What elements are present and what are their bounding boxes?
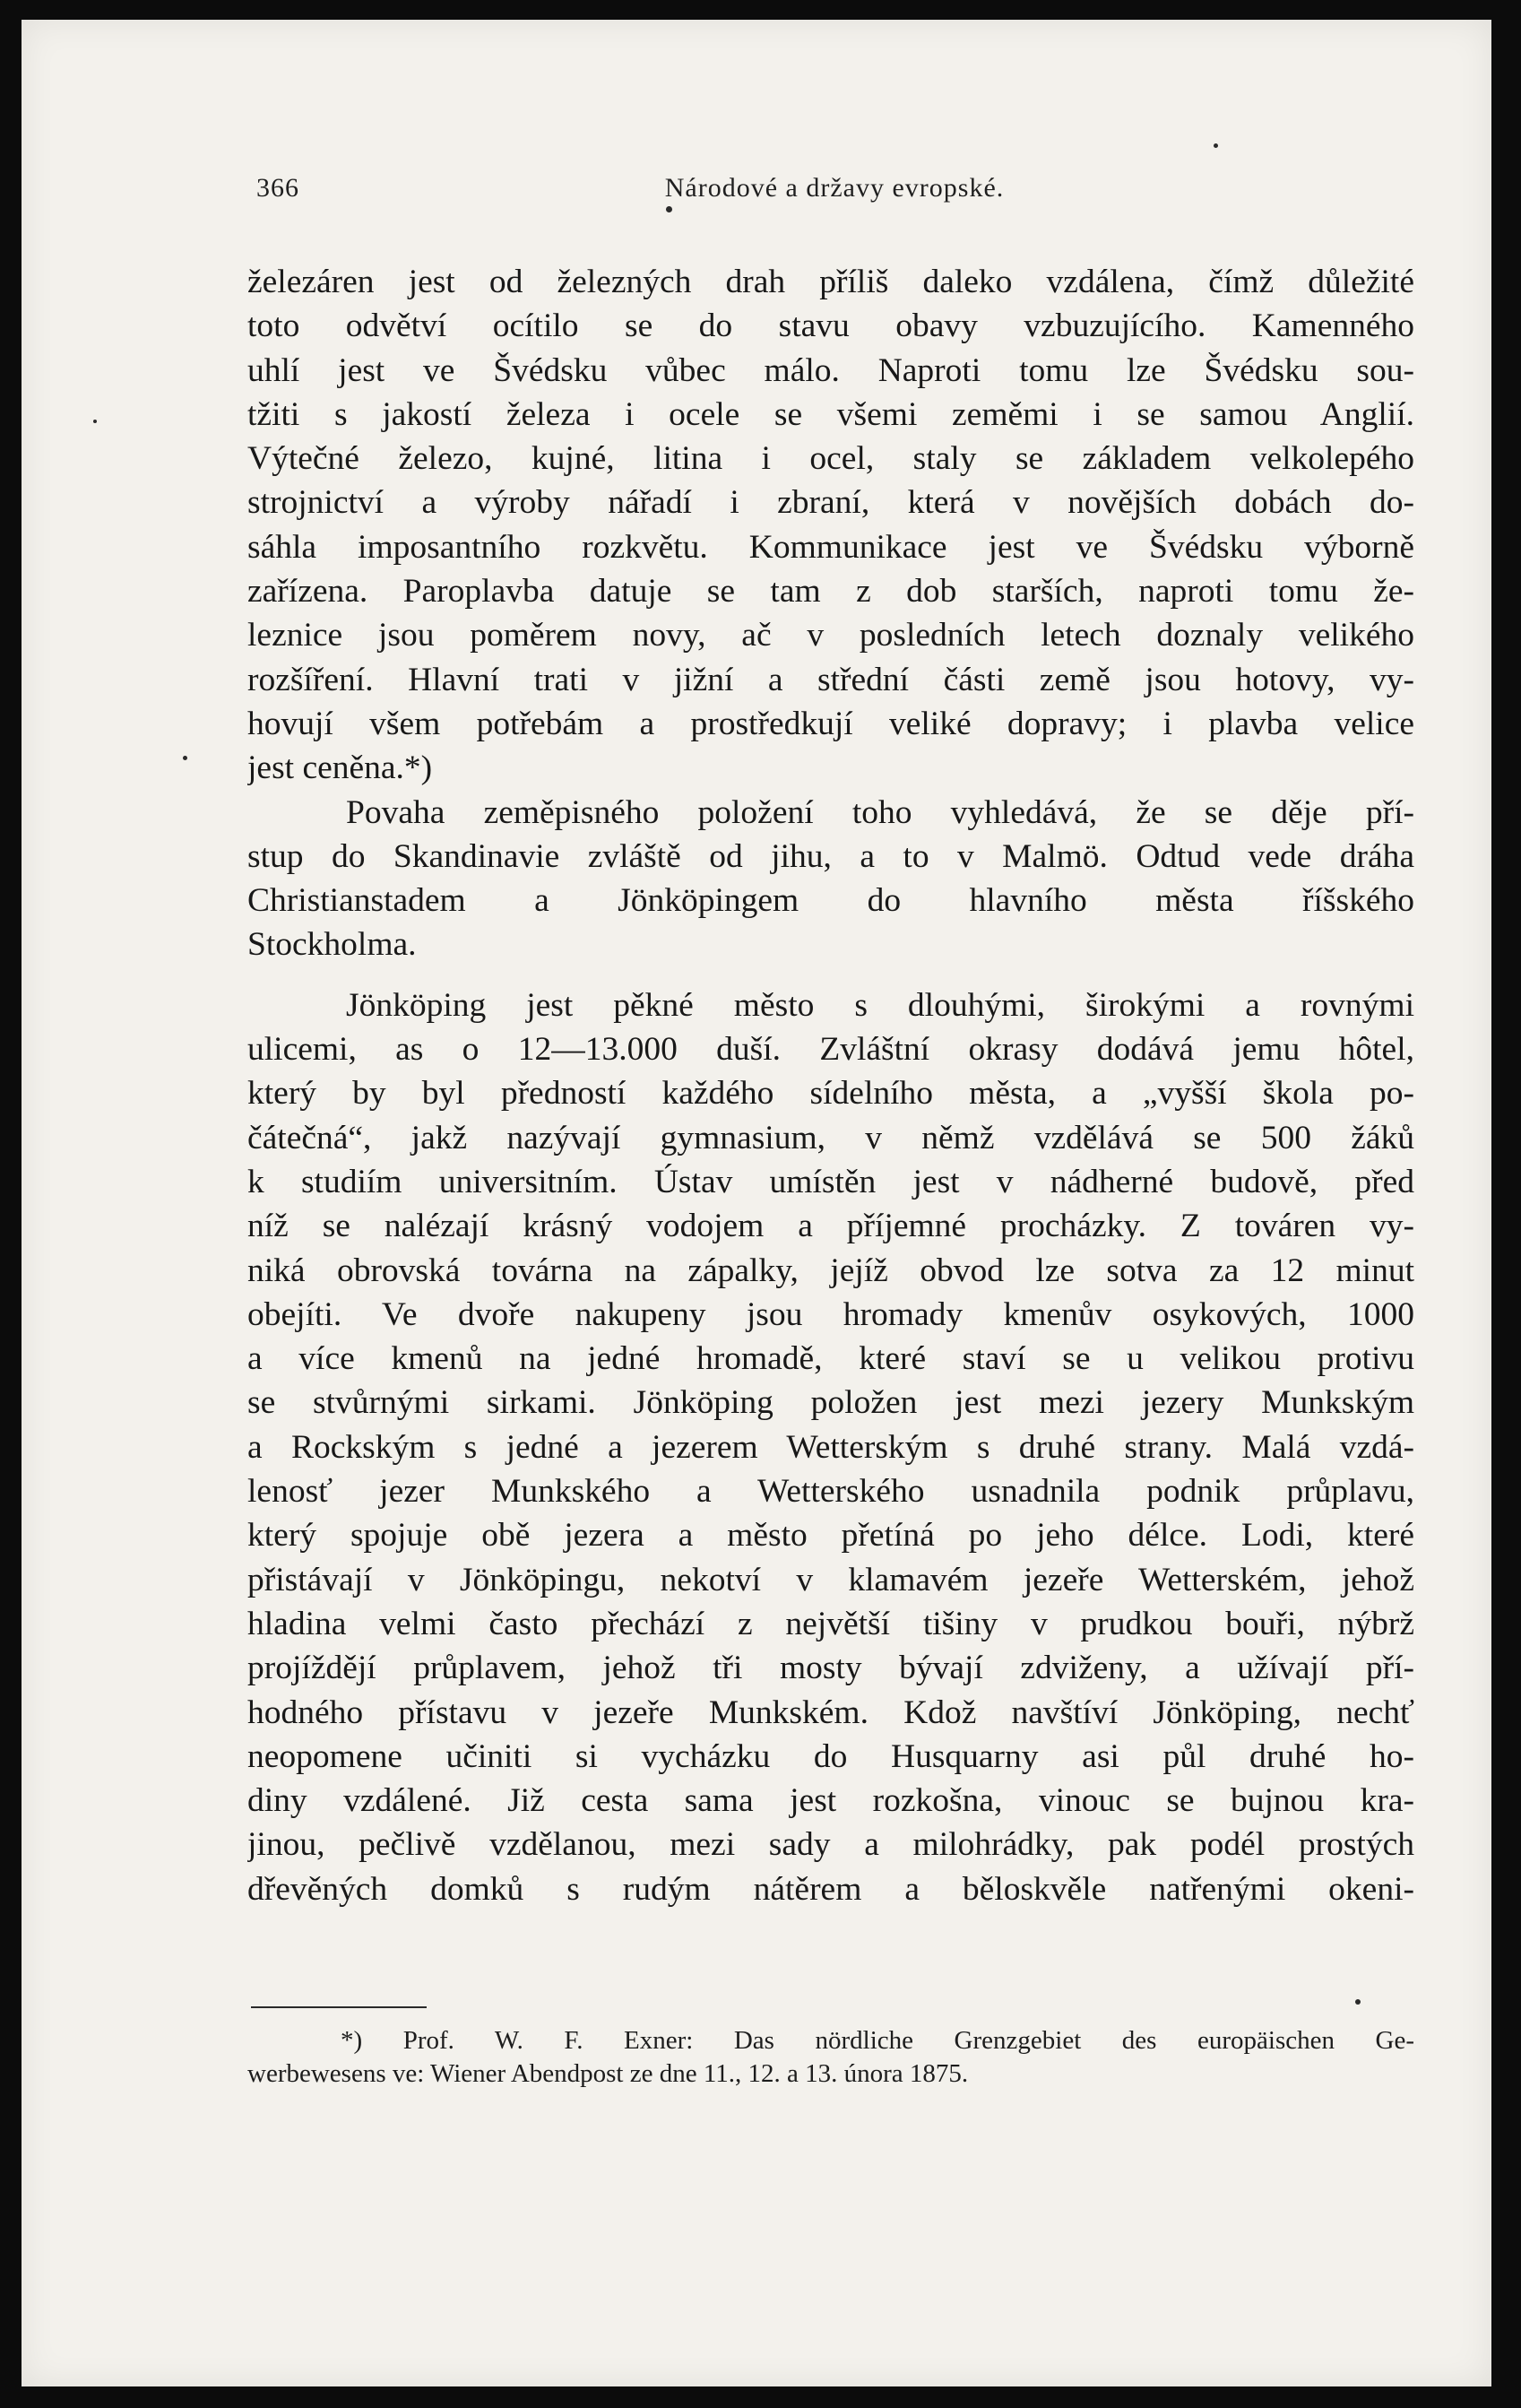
- text-line: Christianstadem a Jönköpingem do hlavního města říšského: [247, 882, 1414, 920]
- scan-speck: [93, 420, 97, 423]
- text-line: rozšíření. Hlavní trati v jižní a střední části země jsou hotovy, vy-: [247, 661, 1414, 698]
- text-line: přistávají v Jönköpingu, nekotví v klamavém jezeře Wetterském, jehož: [247, 1561, 1414, 1598]
- text-line: diny vzdálené. Již cesta sama jest rozkošna, vinouc se bujnou kra-: [247, 1782, 1414, 1820]
- text-line: k studiím universitním. Ústav umístěn jest v nádherné budově, před: [247, 1163, 1414, 1200]
- body-text: [247, 260, 1414, 1911]
- text-line: a více kmenů na jedné hromadě, které staví se u velikou protivu: [247, 1340, 1414, 1378]
- page-number: 366: [256, 173, 299, 203]
- text-line: sáhla imposantního rozkvětu. Kommunikace jest ve Švédsku výborně: [247, 528, 1414, 566]
- text-line: neopomene učiniti si vycházku do Husquarny asi půl druhé ho-: [247, 1737, 1414, 1775]
- text-line: a Rockským s jedné a jezerem Wetterským s druhé strany. Malá vzdá-: [247, 1428, 1414, 1466]
- page-header: [256, 173, 1413, 209]
- text-line: Jönköping jest pěkné město s dlouhými, širokými a rovnými: [346, 986, 1414, 1024]
- text-line: hovují všem potřebám a prostředkují veliké dopravy; i plavba velice: [247, 705, 1414, 742]
- scan-speck: [1214, 143, 1218, 148]
- text-line: který spojuje obě jezera a město přetíná po jeho délce. Lodi, které: [247, 1517, 1414, 1555]
- running-title: Národové a državy evropské.: [664, 173, 1005, 203]
- text-line: niká obrovská továrna na zápalky, jejíž obvod lze sotva za 12 minut: [247, 1252, 1414, 1289]
- text-line: tžiti s jakostí železa i ocele se všemi zeměmi i se samou Anglií.: [247, 395, 1414, 433]
- text-line: hodného přístavu v jezeře Munkském. Kdož navštíví Jönköping, nechť: [247, 1693, 1414, 1731]
- footnote: [247, 2024, 1414, 2091]
- footnote-line: *) Prof. W. F. Exner: Das nördliche Grenzgebiet des europäischen Ge-: [341, 2026, 1414, 2055]
- text-line: hladina velmi často přechází z největší tišiny v prudkou bouři, nýbrž: [247, 1605, 1414, 1642]
- text-line: leznice jsou poměrem novy, ač v posledních letech doznaly velikého: [247, 617, 1414, 654]
- footnote-rule: [251, 2006, 427, 2008]
- text-line: dřevěných domků s rudým nátěrem a běloskvěle natřenými okeni-: [247, 1870, 1414, 1908]
- text-line: se stvůrnými sirkami. Jönköping položen jest mezi jezery Munkským: [247, 1384, 1414, 1422]
- footnote-line: werbewesens ve: Wiener Abendpost ze dne 11., 12. a 13. února 1875.: [247, 2059, 969, 2088]
- text-line: zařízena. Paroplavba datuje se tam z dob starších, naproti tomu že-: [247, 573, 1414, 611]
- text-line: jest ceněna.*): [247, 749, 433, 787]
- text-line: Stockholma.: [247, 926, 417, 964]
- text-line: čátečná“, jakž nazývají gymnasium, v němž vzdělává se 500 žáků: [247, 1119, 1414, 1156]
- text-line: železáren jest od železných drah příliš daleko vzdálena, čímž důležité: [247, 264, 1414, 300]
- text-line: projíždějí průplavem, jehož tři mosty bývají zdviženy, a užívají pří-: [247, 1650, 1414, 1687]
- scan-speck: [666, 206, 672, 212]
- text-line: lenosť jezer Munkského a Wetterského usnadnila podnik průplavu,: [247, 1473, 1414, 1511]
- text-line: níž se nalézají krásný vodojem a příjemné procházky. Z továren vy-: [247, 1208, 1414, 1245]
- text-line: strojnictví a výroby nářadí i zbraní, která v novějších dobách do-: [247, 484, 1414, 522]
- text-line: který by byl předností každého sídelního města, a „vyšší škola po-: [247, 1075, 1414, 1113]
- text-line: obejíti. Ve dvoře nakupeny jsou hromady kmenův osykových, 1000: [247, 1295, 1414, 1333]
- text-line: Výtečné železo, kujné, litina i ocel, staly se základem velkolepého: [247, 440, 1414, 478]
- text-line: ulicemi, as o 12—13.000 duší. Zvláštní okrasy dodává jemu hôtel,: [247, 1031, 1414, 1069]
- paragraph-gap: [247, 967, 1414, 983]
- text-line: Povaha zeměpisného položení toho vyhledává, že se děje pří-: [346, 793, 1414, 831]
- text-line: toto odvětví ocítilo se do stavu obavy vzbuzujícího. Kamenného: [247, 307, 1414, 345]
- text-line: stup do Skandinavie zvláště od jihu, a to v Malmö. Odtud vede dráha: [247, 837, 1414, 875]
- text-line: jinou, pečlivě vzdělanou, mezi sady a milohrádky, pak podél prostých: [247, 1826, 1414, 1864]
- scan-speck: [183, 756, 187, 760]
- text-line: uhlí jest ve Švédsku vůbec málo. Naproti tomu lze Švédsku sou-: [247, 351, 1414, 389]
- scan-speck: [1355, 1999, 1361, 2005]
